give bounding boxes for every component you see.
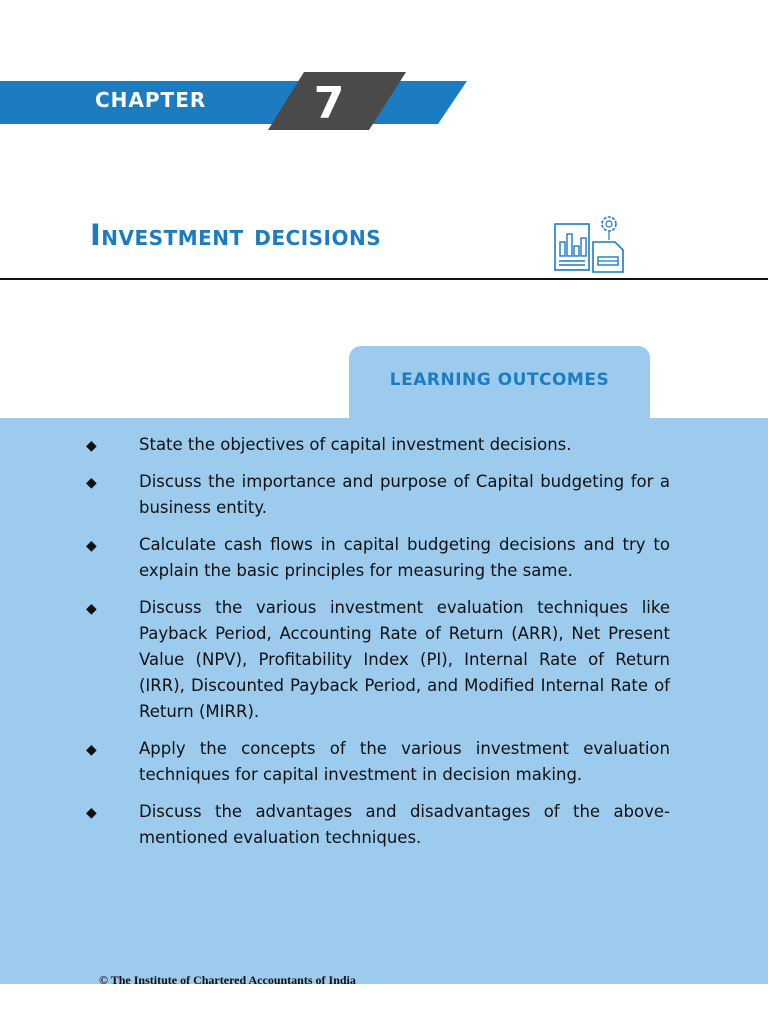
bullet-diamond-icon: ◆	[86, 741, 97, 757]
bullet-diamond-icon: ◆	[86, 437, 97, 453]
list-item	[0, 532, 670, 584]
chapter-number: 7	[313, 78, 345, 129]
learning-outcomes-heading: LEARNING OUTCOMES	[389, 370, 610, 390]
chapter-band-blue	[0, 81, 467, 124]
list-item-text: Discuss the various investment evaluation techniques like Payback Period, Accounting Rate of Return (ARR), Net Present Value (NPV), Profitability Index (PI), Internal Rate of Return (IRR), Discounted Payback Period, and Modified Internal Rate of Return (MIRR).	[139, 598, 670, 721]
list-item-text: Calculate cash flows in capital budgeting decisions and try to explain the basic principles for measuring the same.	[139, 535, 670, 580]
document-chart-gear-icon	[553, 212, 627, 279]
bullet-diamond-icon: ◆	[86, 474, 97, 490]
title-divider	[0, 278, 768, 280]
list-item	[0, 469, 670, 521]
bullet-diamond-icon: ◆	[86, 804, 97, 820]
page-title: Investment decisions	[90, 218, 382, 252]
list-item	[0, 799, 670, 851]
copyright-footer: © The Institute of Chartered Accountants of India	[99, 973, 356, 987]
bullet-diamond-icon: ◆	[86, 537, 97, 553]
list-item-text: Apply the concepts of the various investment evaluation techniques for capital investment in decision making.	[139, 739, 670, 784]
bullet-diamond-icon: ◆	[86, 600, 97, 616]
list-item-text: Discuss the advantages and disadvantages of the above-mentioned evaluation techniques.	[139, 802, 670, 847]
list-item	[0, 736, 670, 788]
chapter-label: CHAPTER	[95, 88, 207, 112]
list-item-text: Discuss the importance and purpose of Capital budgeting for a business entity.	[139, 472, 670, 517]
list-item	[0, 595, 670, 725]
list-item-text: State the objectives of capital investment decisions.	[139, 435, 572, 454]
list-item	[0, 432, 670, 458]
learning-outcomes-list	[0, 432, 768, 862]
